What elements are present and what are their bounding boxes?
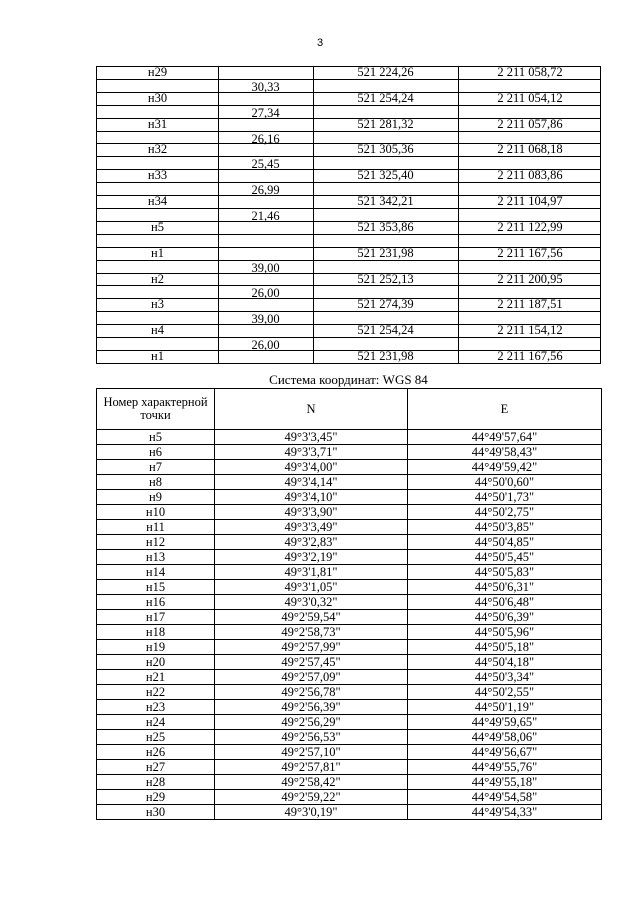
column-divider [458,132,459,144]
e-coordinate-cell: 44°50'5,18" [408,640,602,655]
table-row [97,475,602,490]
column-divider [218,286,219,298]
coordinate-system-caption: Система координат: WGS 84 [269,372,428,387]
column-divider [218,325,219,337]
n-coordinate-cell: 49°3'2,83" [215,535,408,550]
n-coordinate-cell: 49°2'57,45" [215,655,408,670]
y-cell: 2 211 154,12 [497,323,563,338]
e-coordinate-cell: 44°50'3,34" [408,670,602,685]
y-cell: 2 211 167,56 [497,245,563,260]
column-divider [218,80,219,92]
header-point-number: Номер характерной точки [97,389,215,430]
column-divider [218,222,219,234]
point-cell: н33 [147,168,168,183]
column-divider [458,351,459,363]
table-row [96,247,601,260]
e-coordinate-cell: 44°50'0,60" [408,475,602,490]
table-row [96,221,601,234]
column-divider [218,132,219,144]
point-number-cell: н24 [97,715,215,730]
column-divider [458,119,459,131]
column-divider [218,299,219,311]
y-cell: 2 211 200,95 [497,271,563,286]
column-divider [313,261,314,273]
point-number-cell: н10 [97,505,215,520]
column-divider [218,93,219,105]
table-row [97,790,602,805]
point-cell: н3 [151,297,164,312]
point-number-cell: н22 [97,685,215,700]
table-row [97,505,602,520]
column-divider [313,170,314,182]
table-row [97,520,602,535]
n-coordinate-cell: 49°2'56,78" [215,685,408,700]
n-coordinate-cell: 49°3'2,19" [215,550,408,565]
column-divider [458,183,459,195]
e-coordinate-cell: 44°50'6,48" [408,595,602,610]
coordinates-table-wgs84 [96,388,602,820]
column-divider [313,93,314,105]
x-cell: 521 254,24 [357,323,414,338]
point-number-cell: н29 [97,790,215,805]
column-divider [313,312,314,324]
table-row [97,805,602,820]
column-divider [313,274,314,286]
column-divider [313,80,314,92]
column-divider [218,261,219,273]
distance-row [96,208,601,221]
point-number-cell: н13 [97,550,215,565]
e-coordinate-cell: 44°50'4,18" [408,655,602,670]
column-divider [218,209,219,221]
e-coordinate-cell: 44°50'5,45" [408,550,602,565]
column-divider [313,196,314,208]
n-coordinate-cell: 49°3'0,19" [215,805,408,820]
column-divider [458,93,459,105]
point-number-cell: н28 [97,775,215,790]
point-number-cell: н18 [97,625,215,640]
column-divider [458,222,459,234]
point-number-cell: н5 [97,430,215,445]
point-cell: н34 [147,194,168,209]
distance-row [96,105,601,118]
n-coordinate-cell: 49°2'59,54" [215,610,408,625]
column-divider [458,312,459,324]
e-coordinate-cell: 44°49'56,67" [408,745,602,760]
table-row [96,66,601,79]
column-divider [313,325,314,337]
y-cell: 2 211 058,72 [497,65,563,79]
column-divider [313,119,314,131]
table-row [97,535,602,550]
point-number-cell: н7 [97,460,215,475]
column-divider [218,67,219,79]
distance-row [96,337,601,353]
point-cell: н30 [147,90,168,105]
column-divider [313,209,314,221]
column-divider [218,351,219,363]
distance-row [96,234,601,247]
e-coordinate-cell: 44°50'5,96" [408,625,602,640]
table-row [96,350,601,364]
e-coordinate-cell: 44°50'1,73" [408,490,602,505]
x-cell: 521 274,39 [357,297,414,312]
e-coordinate-cell: 44°49'59,42" [408,460,602,475]
n-coordinate-cell: 49°3'4,14" [215,475,408,490]
column-divider [458,274,459,286]
column-divider [458,235,459,247]
column-divider [458,170,459,182]
y-cell: 2 211 187,51 [497,297,563,312]
n-coordinate-cell: 49°3'1,05" [215,580,408,595]
column-divider [458,286,459,298]
e-coordinate-cell: 44°49'55,18" [408,775,602,790]
table-row [96,118,601,131]
y-cell: 2 211 054,12 [497,90,563,105]
distance-cell: 39,00 [251,312,280,327]
column-divider [218,119,219,131]
point-number-cell: н27 [97,760,215,775]
distance-cell: 25,45 [251,157,280,172]
point-number-cell: н30 [97,805,215,820]
point-cell: н2 [151,271,164,286]
distance-cell: 26,00 [251,286,280,301]
y-cell: 2 211 083,86 [497,168,563,183]
n-coordinate-cell: 49°3'4,00" [215,460,408,475]
column-divider [218,196,219,208]
table-row [96,195,601,208]
table-row [97,595,602,610]
n-coordinate-cell: 49°2'58,73" [215,625,408,640]
column-divider [218,248,219,260]
table-row [96,273,601,286]
n-coordinate-cell: 49°3'3,45" [215,430,408,445]
x-cell: 521 353,86 [357,219,414,234]
e-coordinate-cell: 44°50'6,31" [408,580,602,595]
point-number-cell: н21 [97,670,215,685]
n-coordinate-cell: 49°2'59,22" [215,790,408,805]
point-number-cell: н16 [97,595,215,610]
column-divider [313,144,314,156]
column-divider [218,157,219,169]
column-divider [458,106,459,118]
point-cell: н32 [147,142,168,157]
y-cell: 2 211 122,99 [497,219,563,234]
column-divider [218,338,219,350]
column-divider [218,170,219,182]
e-coordinate-cell: 44°50'2,55" [408,685,602,700]
table-row [96,298,601,311]
y-cell: 2 211 167,56 [497,348,563,363]
e-coordinate-cell: 44°50'2,75" [408,505,602,520]
n-coordinate-cell: 49°3'3,49" [215,520,408,535]
table-row [96,324,601,337]
distance-cell: 26,99 [251,183,280,198]
table-row [97,655,602,670]
n-coordinate-cell: 49°2'56,53" [215,730,408,745]
y-cell: 2 211 104,97 [497,194,563,209]
page-number: 3 [316,37,324,49]
coordinates-table-msk [96,66,601,363]
table-row [97,715,602,730]
e-coordinate-cell: 44°50'6,39" [408,610,602,625]
column-divider [218,274,219,286]
column-divider [218,235,219,247]
distance-row [96,79,601,92]
distance-cell: 26,00 [251,338,280,353]
column-divider [458,67,459,79]
column-divider [313,157,314,169]
n-coordinate-cell: 49°2'57,09" [215,670,408,685]
column-divider [218,144,219,156]
n-coordinate-cell: 49°2'57,81" [215,760,408,775]
n-coordinate-cell: 49°3'4,10" [215,490,408,505]
point-number-cell: н15 [97,580,215,595]
column-divider [313,338,314,350]
point-number-cell: н9 [97,490,215,505]
n-coordinate-cell: 49°3'1,81" [215,565,408,580]
e-coordinate-cell: 44°50'4,85" [408,535,602,550]
distance-cell: 27,34 [251,105,280,120]
table-row [97,610,602,625]
e-coordinate-cell: 44°50'1,19" [408,700,602,715]
column-divider [313,351,314,363]
y-cell: 2 211 057,86 [497,116,563,131]
distance-row [96,260,601,273]
e-coordinate-cell: 44°49'54,58" [408,790,602,805]
column-divider [313,132,314,144]
table-row [97,550,602,565]
point-number-cell: н20 [97,655,215,670]
n-coordinate-cell: 49°2'57,10" [215,745,408,760]
table-row [97,760,602,775]
n-coordinate-cell: 49°3'0,32" [215,595,408,610]
y-cell: 2 211 068,18 [497,142,563,157]
point-number-cell: н25 [97,730,215,745]
x-cell: 521 231,98 [357,245,414,260]
table-row [97,700,602,715]
column-divider [458,144,459,156]
table-row [97,730,602,745]
column-divider [313,299,314,311]
table-row [97,745,602,760]
header-n: N [215,389,408,430]
table-row [97,670,602,685]
table-row [97,430,602,445]
n-coordinate-cell: 49°3'3,71" [215,445,408,460]
point-number-cell: н26 [97,745,215,760]
table-row [97,625,602,640]
point-number-cell: н12 [97,535,215,550]
n-coordinate-cell: 49°2'57,99" [215,640,408,655]
table-row [97,685,602,700]
e-coordinate-cell: 44°50'5,83" [408,565,602,580]
column-divider [218,312,219,324]
n-coordinate-cell: 49°2'56,39" [215,700,408,715]
column-divider [313,106,314,118]
point-cell: н5 [151,219,164,234]
distance-cell: 21,46 [251,208,280,223]
column-divider [458,325,459,337]
x-cell: 521 254,24 [357,90,414,105]
point-number-cell: н19 [97,640,215,655]
distance-cell: 39,00 [251,260,280,275]
point-number-cell: н23 [97,700,215,715]
column-divider [313,248,314,260]
table-row [96,169,601,182]
x-cell: 521 281,32 [357,116,414,131]
n-coordinate-cell: 49°2'58,42" [215,775,408,790]
x-cell: 521 224,26 [357,65,414,79]
n-coordinate-cell: 49°3'3,90" [215,505,408,520]
column-divider [313,183,314,195]
column-divider [458,80,459,92]
x-cell: 521 231,98 [357,348,414,363]
table-row [97,460,602,475]
column-divider [218,183,219,195]
table-row [97,580,602,595]
column-divider [313,67,314,79]
column-divider [458,157,459,169]
table-row [97,640,602,655]
table-row [97,490,602,505]
point-cell: н4 [151,323,164,338]
point-number-cell: н8 [97,475,215,490]
table-row [97,445,602,460]
column-divider [458,196,459,208]
e-coordinate-cell: 44°49'57,64" [408,430,602,445]
e-coordinate-cell: 44°50'3,85" [408,520,602,535]
column-divider [313,222,314,234]
x-cell: 521 325,40 [357,168,414,183]
header-e: E [408,389,602,430]
column-divider [313,235,314,247]
column-divider [313,286,314,298]
point-cell: н1 [151,348,164,363]
n-coordinate-cell: 49°2'56,29" [215,715,408,730]
e-coordinate-cell: 44°49'54,33" [408,805,602,820]
point-cell: н1 [151,245,164,260]
x-cell: 521 305,36 [357,142,414,157]
column-divider [458,209,459,221]
point-number-cell: н11 [97,520,215,535]
table-row [97,775,602,790]
e-coordinate-cell: 44°49'58,43" [408,445,602,460]
table-header-row [97,389,602,430]
point-number-cell: н14 [97,565,215,580]
x-cell: 521 252,13 [357,271,414,286]
e-coordinate-cell: 44°49'59,65" [408,715,602,730]
table-row [96,92,601,105]
x-cell: 521 342,21 [357,194,414,209]
point-number-cell: н17 [97,610,215,625]
column-divider [218,106,219,118]
column-divider [458,299,459,311]
column-divider [458,261,459,273]
point-cell: н29 [147,65,168,79]
table-row [96,143,601,156]
distance-cell: 26,16 [251,131,280,146]
e-coordinate-cell: 44°49'55,76" [408,760,602,775]
distance-cell: 30,33 [251,79,280,94]
column-divider [458,338,459,350]
point-number-cell: н6 [97,445,215,460]
table-row [97,565,602,580]
e-coordinate-cell: 44°49'58,06" [408,730,602,745]
point-cell: н31 [147,116,168,131]
column-divider [458,248,459,260]
